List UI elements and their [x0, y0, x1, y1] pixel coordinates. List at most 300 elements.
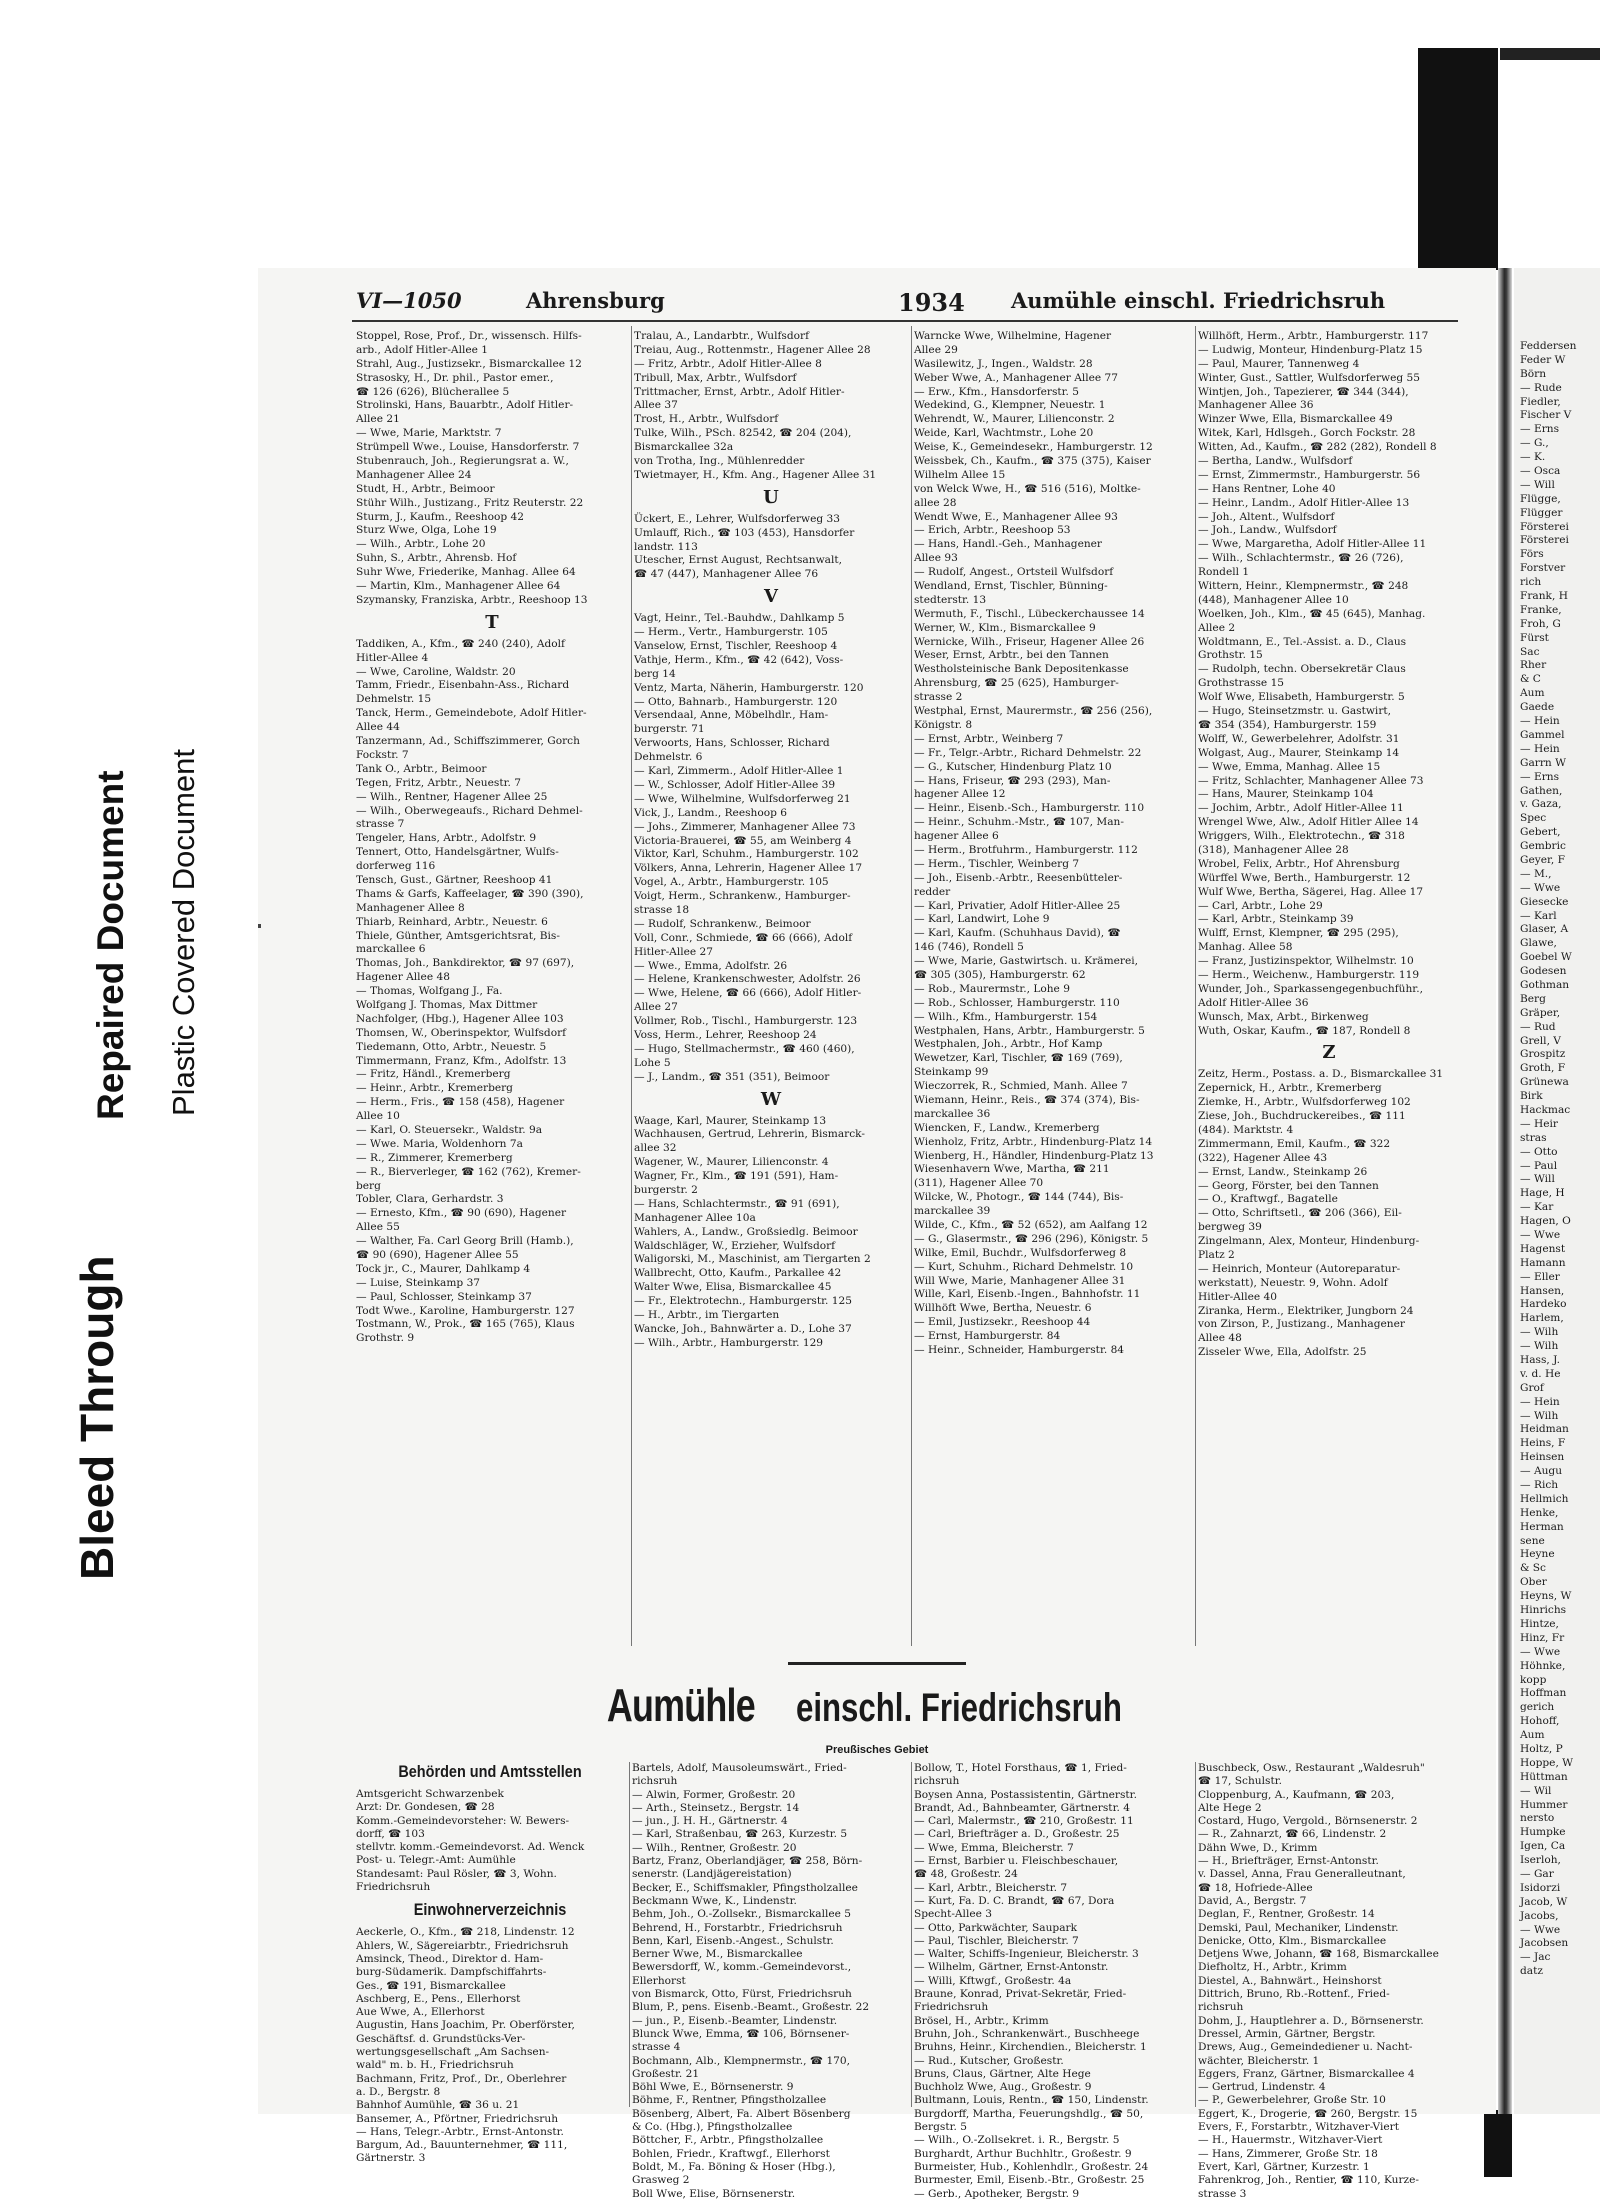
- directory-entry: Winzer Wwe, Ella, Bismarckallee 49: [1198, 413, 1393, 426]
- directory-entry: — Fr., Elektrotechn., Hamburgerstr. 125: [634, 1295, 852, 1308]
- directory-entry: Blunck Wwe, Emma, ☎ 106, Börnsener-: [632, 2027, 850, 2040]
- directory-entry: burgerstr. 2: [634, 1183, 698, 1196]
- directory-entry: Manhagener Allee 36: [1198, 399, 1314, 412]
- column-divider: [1195, 1762, 1196, 2107]
- directory-entry: — Joh., Altent., Wulfsdorf: [1198, 510, 1335, 523]
- directory-entry: Berner Wwe, M., Bismarckallee: [632, 1948, 803, 1961]
- directory-entry: — Hans, Schlachtermstr., ☎ 91 (691),: [634, 1197, 840, 1210]
- section-separator: [788, 1662, 966, 1665]
- directory-entry: Wilcke, W., Photogr., ☎ 144 (744), Bis-: [914, 1191, 1124, 1204]
- directory-entry: Burgdorff, Martha, Feuerungshdlg., ☎ 50,: [914, 2107, 1144, 2120]
- directory-entry: — Fritz, Arbtr., Adolf Hitler-Allee 8: [634, 357, 822, 370]
- directory-page: [258, 268, 1496, 2200]
- directory-entry: Manhagener Allee 8: [356, 901, 465, 914]
- directory-entry: — P., Gewerbelehrer, Große Str. 10: [1198, 2094, 1386, 2107]
- directory-entry: Böhme, F., Rentner, Pfingstholzallee: [632, 2094, 827, 2107]
- directory-entry: Waage, Karl, Maurer, Steinkamp 13: [634, 1114, 827, 1127]
- directory-entry: Deglan, F., Rentner, Großestr. 14: [1198, 1908, 1375, 1921]
- directory-entry: — Otto, Bahnarb., Hamburgerstr. 120: [634, 695, 838, 708]
- directory-entry: Wilke, Emil, Buchdr., Wulfsdorferweg 8: [914, 1246, 1127, 1259]
- adjacent-page-entry: Henke,: [1520, 1506, 1559, 1519]
- directory-entry: von Welck Wwe, H., ☎ 516 (516), Moltke-: [914, 482, 1141, 495]
- directory-entry: Todt Wwe., Karoline, Hamburgerstr. 127: [356, 1304, 575, 1317]
- adjacent-page-entry: Fischer V: [1520, 409, 1572, 422]
- directory-entry: Manhagener Allee 24: [356, 468, 472, 481]
- directory-entry: Aue Wwe, A., Ellerhorst: [356, 2006, 485, 2019]
- directory-entry: Vogel, A., Arbtr., Hamburgerstr. 105: [634, 876, 829, 889]
- adjacent-page-entry: Gembric: [1520, 840, 1566, 853]
- directory-entry: Bochmann, Alb., Klempnermstr., ☎ 170,: [632, 2054, 851, 2067]
- directory-entry: — Heinr., Arbtr., Kremerberg: [356, 1082, 513, 1095]
- directory-entry: — Karl, Landwirt, Lohe 9: [914, 913, 1050, 926]
- directory-entry: — Heinr., Eisenb.-Sch., Hamburgerstr. 110: [914, 802, 1145, 815]
- adjacent-page-entry: nersto: [1520, 1812, 1555, 1825]
- directory-entry: Verwoorts, Hans, Schlosser, Richard: [634, 737, 830, 750]
- directory-entry: Bösenberg, Albert, Fa. Albert Bösenberg: [632, 2107, 851, 2120]
- directory-entry: Allee 21: [356, 413, 400, 426]
- directory-entry: — Paul, Schlosser, Steinkamp 37: [356, 1290, 532, 1303]
- directory-entry: Behm, Joh., O.-Zollsekr., Bismarckallee 5: [632, 1908, 851, 1921]
- adjacent-page-entry: Frank, H: [1520, 590, 1568, 603]
- directory-entry: Timmermann, Franz, Kfm., Adolfstr. 13: [356, 1054, 567, 1067]
- directory-entry: Aschberg, E., Pens., Ellerhorst: [356, 1992, 521, 2005]
- directory-entry: Wedekind, G., Klempner, Neuestr. 1: [914, 399, 1106, 412]
- page-header: [356, 288, 1456, 318]
- directory-entry: hagener Allee 6: [914, 830, 999, 843]
- directory-entry: — Willi, Kftwgf., Großestr. 4a: [914, 1974, 1072, 1987]
- adjacent-page-entry: Forstver: [1520, 562, 1566, 575]
- page-number: VI—1050: [356, 288, 462, 313]
- directory-entry: Tralau, A., Landarbtr., Wulfsdorf: [634, 330, 810, 342]
- directory-entry: Sturm, J., Kaufm., Reeshoop 42: [356, 510, 524, 523]
- directory-entry: — Wilh., Rentner, Großestr. 20: [632, 1841, 797, 1854]
- directory-entry: Strahl, Aug., Justizsekr., Bismarckallee 12: [356, 357, 582, 370]
- adjacent-page-entry: Grell, V: [1520, 1034, 1561, 1047]
- directory-entry: richsruh: [1198, 2001, 1244, 2014]
- directory-entry: Augustin, Hans Joachim, Pr. Oberförster,: [356, 2019, 575, 2032]
- aumuehle-column-4: [1198, 1762, 1460, 2200]
- directory-entry: Burmeister, Hub., Kohlenhdlr., Großestr. 24: [914, 2160, 1149, 2173]
- directory-entry: Waldschläger, W., Erzieher, Wulfsdorf: [634, 1239, 836, 1252]
- directory-entry: — jun., P., Eisenb.-Beamter, Lindenstr.: [632, 2014, 838, 2027]
- directory-entry: — Heinr., Schuhm.-Mstr., ☎ 107, Man-: [914, 816, 1124, 829]
- adjacent-page-entry: Ober: [1520, 1576, 1547, 1589]
- adjacent-page-entry: Feddersen: [1520, 340, 1577, 352]
- directory-entry: Weissbek, Ch., Kaufm., ☎ 375 (375), Kaiser: [914, 455, 1151, 468]
- directory-entry: ☎ 48, Großestr. 24: [914, 1868, 1018, 1881]
- adjacent-page-entry: — Otto: [1520, 1145, 1558, 1158]
- directory-entry: Völkers, Anna, Lehrerin, Hagener Allee 17: [634, 862, 863, 875]
- adjacent-page-entry: Flügge,: [1520, 492, 1561, 505]
- directory-entry: Tamm, Friedr., Eisenbahn-Ass., Richard: [356, 679, 570, 692]
- directory-entry: Braune, Konrad, Privat-Sekretär, Fried-: [914, 1988, 1127, 2001]
- directory-entry: Arzt: Dr. Gondesen, ☎ 28: [356, 1801, 495, 1814]
- directory-entry: Thomsen, W., Oberinspektor, Wulfsdorf: [356, 1026, 567, 1039]
- adjacent-page-entry: Hintze,: [1520, 1617, 1559, 1630]
- adjacent-page-entry: Gaede: [1520, 701, 1555, 714]
- directory-entry: Treiau, Aug., Rottenmstr., Hagener Allee 28: [634, 343, 871, 356]
- adjacent-page-entry: Iserloh,: [1520, 1854, 1561, 1867]
- directory-entry: — Heinrich, Monteur (Autoreparatur-: [1198, 1262, 1401, 1275]
- directory-entry: Costard, Hugo, Vergold., Börnsenerstr. 2: [1198, 1815, 1418, 1828]
- directory-entry: ☎ 18, Hofriede-Allee: [1198, 1881, 1313, 1894]
- directory-entry: redder: [914, 885, 951, 898]
- directory-entry: — Wwe, Emma, Manhag. Allee 15: [1198, 760, 1381, 773]
- adjacent-page-entry: Gammel: [1520, 728, 1565, 741]
- directory-entry: Vagt, Heinr., Tel.-Bauhdw., Dahlkamp 5: [634, 612, 845, 625]
- adjacent-page-entry: Goebel W: [1520, 951, 1572, 964]
- directory-entry: — Wwe, Emma, Bleicherstr. 7: [914, 1841, 1074, 1854]
- directory-entry: — R., Zahnarzt, ☎ 66, Lindenstr. 2: [1198, 1828, 1387, 1841]
- directory-entry: Vanselow, Ernst, Tischler, Reeshoop 4: [634, 640, 838, 653]
- directory-entry: Tennert, Otto, Handelsgärtner, Wulfs-: [356, 846, 559, 859]
- directory-entry: Woelken, Joh., Klm., ☎ 45 (645), Manhag.: [1198, 607, 1426, 620]
- adjacent-page-entry: — Hein: [1520, 715, 1560, 728]
- directory-entry: — W., Schlosser, Adolf Hitler-Allee 39: [634, 778, 836, 791]
- directory-entry: Eggert, K., Drogerie, ☎ 260, Bergstr. 15: [1198, 2107, 1418, 2120]
- adjacent-page-entry: Jacob, W: [1520, 1895, 1568, 1908]
- adjacent-page-entry: Jacobsen: [1520, 1937, 1569, 1950]
- directory-entry: Allee 27: [634, 1001, 678, 1014]
- adjacent-page-entry: Feder W: [1520, 353, 1566, 366]
- directory-entry: Wernicke, Wilh., Friseur, Hagener Allee 26: [914, 635, 1145, 648]
- directory-entry: Studt, H., Arbtr., Beimoor: [356, 482, 495, 495]
- adjacent-page-entry: Jacobs,: [1520, 1909, 1559, 1922]
- adjacent-page-entry: Herman: [1520, 1520, 1564, 1533]
- directory-entry: — Fritz, Schlachter, Manhagener Allee 73: [1198, 774, 1424, 787]
- letter-heading: Z: [1322, 1042, 1336, 1064]
- adjacent-page-entry: — Wilh: [1520, 1340, 1559, 1353]
- directory-entry: Bohlen, Friedr., Kraftwgf., Ellerhorst: [632, 2147, 830, 2160]
- adjacent-page-entry: Hansen,: [1520, 1284, 1565, 1297]
- directory-entry: — Carl, Malermstr., ☎ 210, Großestr. 11: [914, 1815, 1134, 1828]
- directory-entry: — J., Landm., ☎ 351 (351), Beimoor: [634, 1070, 830, 1083]
- directory-entry: — Carl, Briefträger a. D., Großestr. 25: [914, 1828, 1120, 1841]
- directory-entry: — Heinr., Schneider, Hamburgerstr. 84: [914, 1344, 1125, 1357]
- directory-entry: Ziemke, H., Arbtr., Wulfsdorferweg 102: [1198, 1096, 1411, 1109]
- adjacent-page-entry: & C: [1520, 673, 1541, 686]
- directory-entry: Zepernick, H., Arbtr., Kremerberg: [1198, 1082, 1382, 1095]
- directory-entry: — Paul, Tischler, Bleicherstr. 7: [914, 1934, 1079, 1947]
- directory-entry: — Karl, Straßenbau, ☎ 263, Kurzestr. 5: [632, 1828, 848, 1841]
- directory-entry: Post- u. Telegr.-Amt: Aumühle: [356, 1854, 516, 1867]
- directory-entry: Wriggers, Wilh., Elektrotechn., ☎ 318: [1198, 830, 1405, 843]
- directory-entry: bergweg 39: [1198, 1221, 1262, 1234]
- directory-entry: Hitler-Allee 27: [634, 945, 713, 958]
- directory-entry: — H., Hauermstr., Witzhaver-Viert: [1198, 2134, 1383, 2147]
- directory-entry: Wiesenhavern Wwe, Martha, ☎ 211: [914, 1163, 1110, 1176]
- directory-entry: Wendt Wwe, E., Manhagener Allee 93: [914, 510, 1118, 523]
- directory-entry: Utescher, Ernst August, Rechtsanwalt,: [634, 554, 842, 567]
- directory-entry: marckallee 6: [356, 943, 426, 956]
- directory-entry: Ückert, E., Lehrer, Wulfsdorferweg 33: [634, 512, 841, 525]
- directory-entry: Umlauff, Rich., ☎ 103 (453), Hansdorfer: [634, 526, 855, 539]
- directory-entry: Platz 2: [1198, 1249, 1235, 1261]
- letter-heading: V: [764, 586, 778, 608]
- adjacent-page-entry: — Wwe: [1520, 1229, 1561, 1241]
- directory-entry: Strümpell Wwe., Louise, Hansdorferstr. 7: [356, 441, 580, 454]
- directory-entry: Wahlers, A., Landw., Großsiedlg. Beimoor: [634, 1225, 858, 1238]
- directory-entry: Werner, W., Klm., Bismarckallee 9: [914, 621, 1096, 634]
- directory-entry: Eggers, Franz, Gärtner, Bismarckallee 4: [1198, 2067, 1415, 2080]
- adjacent-page-entry: Heinsen: [1520, 1451, 1565, 1464]
- directory-entry: Wiemann, Heinr., Reis., ☎ 374 (374), Bis-: [914, 1093, 1140, 1106]
- adjacent-page-entry: Godesen: [1520, 965, 1567, 978]
- aumuehle-section-title: [258, 1678, 1496, 1738]
- adjacent-page-entry: Börn: [1520, 367, 1547, 380]
- adjacent-page-entry: Hoffman: [1520, 1687, 1567, 1700]
- directory-entry: — Erich, Arbtr., Reeshoop 53: [914, 524, 1071, 537]
- directory-entry: Stoppel, Rose, Prof., Dr., wissensch. Hilfs-: [356, 330, 582, 342]
- directory-entry: — Walther, Fa. Carl Georg Brill (Hamb.),: [356, 1235, 574, 1248]
- directory-entry: Thiarb, Reinhard, Arbtr., Neuestr. 6: [356, 915, 548, 928]
- adjacent-page-entry: Froh, G: [1520, 617, 1561, 630]
- directory-entry: richsruh: [914, 1775, 960, 1788]
- directory-entry: Manhag. Allee 58: [1198, 941, 1293, 954]
- directory-entry: Tock jr., C., Maurer, Dahlkamp 4: [356, 1262, 531, 1275]
- directory-entry: Stühr Wilh., Justizang., Fritz Reuterstr. 22: [356, 496, 584, 509]
- adjacent-page-entry: — Gar: [1520, 1867, 1554, 1880]
- directory-entry: Suhn, S., Arbtr., Ahrensb. Hof: [356, 552, 517, 565]
- directory-entry: — jun., J. H. H., Gärtnerstr. 4: [632, 1815, 788, 1828]
- directory-entry: Bruns, Claus, Gärtner, Alte Hege: [914, 2067, 1091, 2080]
- directory-entry: Wrengel Wwe, Alw., Adolf Hitler Allee 14: [1198, 816, 1419, 829]
- directory-entry: (448), Manhagener Allee 10: [1198, 593, 1349, 606]
- adjacent-page-entry: Gebert,: [1520, 826, 1561, 839]
- directory-entry: Bruhns, Heinr., Kirchendien., Bleicherstr. 1: [914, 2041, 1147, 2054]
- next-section-heading: Aumühle einschl. Friedrichsruh: [1011, 288, 1386, 313]
- directory-entry: Wittern, Heinr., Klempnermstr., ☎ 248: [1198, 580, 1409, 593]
- directory-entry: — Hans, Maurer, Steinkamp 104: [1198, 788, 1374, 801]
- adjacent-page-entry: Birk: [1520, 1090, 1543, 1103]
- directory-entry: — Wilh., Arbtr., Lohe 20: [356, 538, 486, 551]
- directory-entry: Allee 55: [356, 1221, 400, 1234]
- adjacent-page-entry: Hamann: [1520, 1256, 1566, 1269]
- directory-entry: Ziranka, Herm., Elektriker, Jungborn 24: [1198, 1304, 1414, 1317]
- directory-entry: — R., Bierverleger, ☎ 162 (762), Kremer-: [356, 1165, 581, 1178]
- directory-entry: Tostmann, W., Prok., ☎ 165 (765), Klaus: [356, 1318, 575, 1331]
- adjacent-page-entry: Rher: [1520, 659, 1547, 672]
- directory-entry: Woldtmann, E., Tel.-Assist. a. D., Claus: [1198, 635, 1407, 648]
- directory-entry: Walter Wwe, Elisa, Bismarckallee 45: [634, 1281, 832, 1294]
- directory-entry: — Hans, Zimmerer, Große Str. 18: [1198, 2147, 1378, 2160]
- directory-entry: Allee 2: [1198, 621, 1236, 634]
- directory-entry: marckallee 36: [914, 1107, 991, 1120]
- directory-entry: — Hans, Friseur, ☎ 293 (293), Man-: [914, 774, 1111, 787]
- directory-entry: — O., Kraftwgf., Bagatelle: [1198, 1193, 1338, 1206]
- letter-heading: U: [763, 486, 779, 508]
- adjacent-page-entry: — Augu: [1520, 1465, 1563, 1478]
- directory-entry: Brandt, Ad., Bahnbeamter, Gärtnerstr. 4: [914, 1801, 1130, 1814]
- directory-entry: Wasilewitz, J., Ingen., Waldstr. 28: [914, 357, 1093, 370]
- directory-entry: arb., Adolf Hitler-Allee 1: [356, 343, 489, 356]
- aumuehle-column-2: [632, 1762, 908, 2200]
- directory-entry: Dehmelstr. 15: [356, 693, 432, 706]
- directory-entry: Weber Wwe, A., Manhagener Allee 77: [914, 371, 1119, 384]
- directory-entry: Tobler, Clara, Gerhardstr. 3: [356, 1193, 504, 1206]
- adjacent-page-entry: & Sc: [1520, 1562, 1546, 1575]
- directory-entry: senerstr. (Landjägereistation): [632, 1868, 792, 1881]
- directory-entry: landstr. 113: [634, 540, 698, 553]
- aumuehle-title-small: einschl. Friedrichsruh: [796, 1686, 1123, 1730]
- directory-entry: — Heinr., Landm., Adolf Hitler-Allee 13: [1198, 496, 1410, 509]
- directory-entry: Buchholz Wwe, Aug., Großestr. 9: [914, 2081, 1092, 2094]
- directory-entry: — Ernesto, Kfm., ☎ 90 (690), Hagener: [356, 1207, 567, 1220]
- directory-entry: Ellerhorst: [632, 1974, 686, 1987]
- adjacent-page-entry: Hardeko: [1520, 1298, 1567, 1311]
- book-gutter: [1498, 268, 1512, 2114]
- directory-entry: Manhagener Allee 10a: [634, 1211, 756, 1224]
- directory-entry: Amsinck, Theod., Direktor d. Ham-: [356, 1952, 544, 1965]
- directory-entry: Boysen Anna, Postassistentin, Gärtnerstr.: [914, 1788, 1137, 1801]
- adjacent-page-entry: — Karl: [1520, 909, 1557, 922]
- directory-entry: — Alwin, Former, Großestr. 20: [632, 1788, 796, 1801]
- directory-entry: — Wwe, Wilhelmine, Wulfsdorferweg 21: [634, 792, 851, 805]
- directory-entry: Wagner, Fr., Klm., ☎ 191 (591), Ham-: [634, 1170, 839, 1183]
- directory-entry: — Wwe. Maria, Woldenhorn 7a: [356, 1137, 523, 1150]
- directory-entry: — Fritz, Händl., Kremerberg: [356, 1068, 511, 1081]
- directory-entry: — Hugo, Steinsetzmstr. u. Gastwirt,: [1198, 705, 1392, 718]
- adjacent-page-entry: — Will: [1520, 478, 1555, 491]
- ahrensburg-column-2: [634, 330, 908, 1650]
- directory-entry: Westphal, Ernst, Maurermstr., ☎ 256 (256),: [914, 705, 1153, 718]
- directory-entry: Komm.-Gemeindevorsteher: W. Bewers-: [356, 1814, 570, 1827]
- directory-entry: Diefholtz, H., Arbtr., Krimm: [1198, 1961, 1347, 1974]
- directory-entry: Wuth, Oskar, Kaufm., ☎ 187, Rondell 8: [1198, 1024, 1411, 1037]
- adjacent-page-entry: Hoppe, W: [1520, 1756, 1574, 1769]
- directory-entry: Zimmermann, Emil, Kaufm., ☎ 322: [1198, 1137, 1391, 1150]
- directory-entry: Voll, Conr., Schmiede, ☎ 66 (666), Adolf: [634, 931, 853, 944]
- directory-entry: Adolf Hitler-Allee 36: [1198, 996, 1309, 1009]
- directory-entry: Weise, K., Gemeindesekr., Hamburgerstr. 12: [914, 441, 1153, 454]
- adjacent-page-entry: gerich: [1520, 1701, 1555, 1714]
- directory-entry: Trost, H., Arbtr., Wulfsdorf: [634, 413, 779, 426]
- directory-entry: Großestr. 21: [632, 2067, 700, 2080]
- directory-entry: — Herm., Fris., ☎ 158 (458), Hagener: [356, 1096, 565, 1109]
- directory-entry: — Karl, Arbtr., Bleicherstr. 7: [914, 1881, 1068, 1894]
- directory-entry: Geschäftsf. d. Grundstücks-Ver-: [356, 2032, 526, 2045]
- adjacent-page-entry: Hellmich: [1520, 1492, 1569, 1505]
- directory-entry: — Wwe, Helene, ☎ 66 (666), Adolf Hitler-: [634, 987, 862, 1000]
- directory-entry: — Rob., Schlosser, Hamburgerstr. 110: [914, 996, 1120, 1009]
- directory-entry: Twietmayer, H., Kfm. Ang., Hagener Allee 31: [634, 468, 877, 481]
- directory-entry: Wienberg, H., Händler, Hindenburg-Platz 13: [914, 1149, 1154, 1162]
- directory-entry: Strolinski, Hans, Bauarbtr., Adolf Hitler-: [356, 399, 574, 412]
- directory-entry: Wilde, C., Kfm., ☎ 52 (652), am Aalfang 12: [914, 1219, 1148, 1231]
- directory-entry: Fockstr. 7: [356, 748, 409, 761]
- directory-entry: werkstatt), Neuestr. 9, Wohn. Adolf: [1198, 1276, 1388, 1289]
- directory-entry: Rondell 1: [1198, 566, 1250, 579]
- directory-entry: Burmester, Emil, Eisenb.-Btr., Großestr. 25: [914, 2174, 1145, 2187]
- directory-entry: burgerstr. 71: [634, 723, 705, 736]
- directory-entry: — Wwe, Margaretha, Adolf Hitler-Allee 11: [1198, 538, 1427, 551]
- adjacent-page-entry: — Wwe: [1520, 1645, 1561, 1658]
- directory-entry: — Helene, Krankenschwester, Adolfstr. 26: [634, 973, 861, 986]
- directory-entry: Ziese, Joh., Buchdruckereibes., ☎ 111: [1198, 1110, 1406, 1123]
- bleed-through-label: Bleed Through: [71, 1255, 123, 1580]
- directory-entry: — Otto, Schriftsetl., ☎ 206 (366), Eil-: [1198, 1207, 1402, 1220]
- directory-entry: — Martin, Klm., Manhagener Allee 64: [356, 580, 561, 593]
- adjacent-page-entry: stras: [1520, 1131, 1547, 1144]
- adjacent-page-entry: sene: [1520, 1534, 1545, 1547]
- directory-entry: (484). Marktstr. 4: [1198, 1123, 1294, 1136]
- directory-entry: — Luise, Steinkamp 37: [356, 1276, 481, 1289]
- directory-entry: Bargum, Ad., Bauunternehmer, ☎ 111,: [356, 2139, 568, 2152]
- adjacent-page-entry: Giesecke: [1520, 895, 1569, 908]
- directory-entry: — Walter, Schiffs-Ingenieur, Bleicherstr. 3: [914, 1948, 1139, 1961]
- directory-entry: — Arth., Steinsetz., Bergstr. 14: [632, 1801, 800, 1814]
- directory-entry: Grothstrasse 15: [1198, 677, 1285, 690]
- adjacent-page-entry: Gothman: [1520, 978, 1570, 991]
- adjacent-page-entry: v. d. He: [1520, 1367, 1561, 1380]
- directory-entry: Wieczorrek, R., Schmied, Manh. Allee 7: [914, 1080, 1128, 1093]
- directory-entry: ☎ 354 (354), Hamburgerstr. 159: [1198, 718, 1377, 731]
- directory-entry: hagener Allee 12: [914, 788, 1006, 801]
- ahrensburg-column-4: [1198, 330, 1460, 1650]
- directory-entry: — G., Kutscher, Hindenburg Platz 10: [914, 760, 1112, 773]
- directory-entry: Victoria-Brauerei, ☎ 55, am Weinberg 4: [634, 834, 852, 847]
- adjacent-page-entry: Grof: [1520, 1381, 1544, 1394]
- directory-entry: — Hans Rentner, Lohe 40: [1198, 482, 1336, 495]
- directory-entry: Hagener Allee 48: [356, 971, 450, 984]
- directory-entry: marckallee 39: [914, 1205, 991, 1218]
- directory-entry: Witek, Karl, Hdlsgeh., Gorch Fockstr. 28: [1198, 427, 1416, 440]
- directory-entry: Aeckerle, O., Kfm., ☎ 218, Lindenstr. 12: [356, 1926, 575, 1939]
- directory-entry: Fahrenkrog, Joh., Rentier, ☎ 110, Kurze-: [1198, 2174, 1419, 2187]
- directory-entry: — Ernst, Zimmermstr., Hamburgerstr. 56: [1198, 468, 1421, 481]
- directory-entry: — Rudolf, Schrankenw., Beimoor: [634, 917, 811, 930]
- directory-entry: Grasweg 2: [632, 2174, 690, 2187]
- letter-heading: Behörden und Amtsstellen: [398, 1762, 582, 1781]
- column-divider: [629, 1762, 630, 2107]
- directory-entry: Friedrichsruh: [356, 1881, 431, 1894]
- adjacent-page-entry: — Erns: [1520, 770, 1560, 783]
- adjacent-page-entry: Igen, Ca: [1520, 1840, 1566, 1853]
- directory-entry: — Ernst, Hamburgerstr. 84: [914, 1330, 1061, 1343]
- directory-entry: Ahlers, W., Sägereiarbtr., Friedrichsruh: [356, 1939, 569, 1952]
- directory-entry: Bartz, Franz, Oberlandjäger, ☎ 258, Börn-: [632, 1855, 863, 1868]
- adjacent-page-entry: — K.: [1520, 451, 1546, 464]
- directory-entry: Böhl Wwe, E., Börnsenerstr. 9: [632, 2081, 794, 2094]
- directory-entry: Allee 48: [1198, 1332, 1242, 1345]
- directory-entry: Wienholz, Fritz, Arbtr., Hindenburg-Platz 14: [914, 1135, 1153, 1148]
- adjacent-page-entry: — Kar: [1520, 1201, 1554, 1214]
- scan-edge-top: [1418, 48, 1498, 270]
- aumuehle-column-3: [914, 1762, 1192, 2200]
- directory-entry: Wolf Wwe, Elisabeth, Hamburgerstr. 5: [1198, 691, 1405, 704]
- directory-entry: Wermuth, F., Tischl., Lübeckerchaussee 14: [914, 607, 1145, 620]
- directory-entry: Suhr Wwe, Friederike, Manhag. Allee 64: [356, 566, 576, 579]
- adjacent-page-entry: — Hein: [1520, 742, 1560, 755]
- adjacent-page-entry: — Will: [1520, 1173, 1555, 1186]
- adjacent-page-entry: Hummer: [1520, 1798, 1568, 1811]
- directory-entry: — H., Arbtr., im Tiergarten: [634, 1309, 780, 1321]
- directory-entry: Tribull, Max, Arbtr., Wulfsdorf: [634, 371, 797, 384]
- adjacent-page-entry: — Rud: [1520, 1020, 1556, 1033]
- directory-entry: Wrobel, Felix, Arbtr., Hof Ahrensburg: [1198, 857, 1400, 870]
- column-divider: [911, 326, 912, 1646]
- directory-entry: Steinkamp 99: [914, 1066, 989, 1079]
- directory-entry: — Wilh., Schlachtermstr., ☎ 26 (726),: [1198, 552, 1404, 565]
- directory-entry: Winter, Gust., Sattler, Wulfsdorferweg 55: [1198, 371, 1421, 384]
- directory-entry: Wancke, Joh., Bahnwärter a. D., Lohe 37: [634, 1322, 852, 1335]
- directory-entry: Zisseler Wwe, Ella, Adolfstr. 25: [1198, 1346, 1367, 1359]
- directory-entry: Dressel, Armin, Gärtner, Bergstr.: [1198, 2027, 1376, 2040]
- adjacent-page-entry: Hinrichs: [1520, 1604, 1567, 1617]
- directory-entry: — Wilhelm, Gärtner, Ernst-Antonstr.: [914, 1961, 1109, 1974]
- directory-entry: — Gertrud, Lindenstr. 4: [1198, 2081, 1326, 2094]
- directory-entry: Zingelmann, Alex, Monteur, Hindenburg-: [1198, 1235, 1420, 1248]
